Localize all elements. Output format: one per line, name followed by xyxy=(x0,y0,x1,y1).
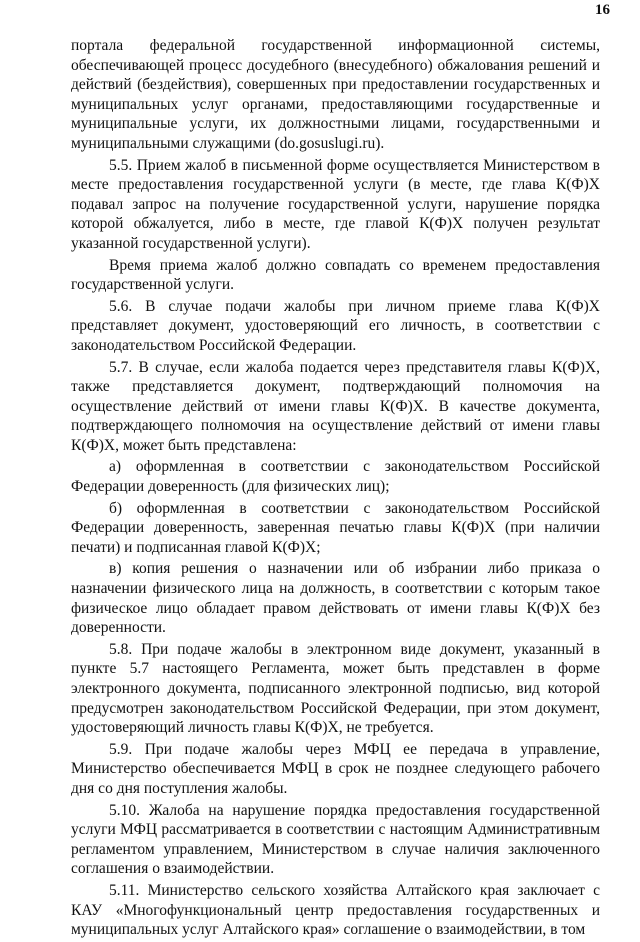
page-number: 16 xyxy=(595,2,610,18)
paragraph-5-10: 5.10. Жалоба на нарушение порядка предоставления государственной услуги МФЦ рассматривается в соответствии с настоящим Административным регламентом управлением, Министерством в случае наличия заключенного соглашения о взаимодействии. xyxy=(71,801,600,878)
document-body xyxy=(71,36,600,942)
paragraph-portal-continuation: портала федеральной государственной информационной системы, обеспечивающей процесс досудебного (внесудебного) обжалования решений и действий (бездействия), совершенных при предоставлении государственных и муниципальных услуг органами, предоставляющими государственные и муниципальные услуги, их должностными лицами, государственными и муниципальными служащими (do.gosuslugi.ru). xyxy=(71,37,600,152)
paragraph-5-5: 5.5. Прием жалоб в письменной форме осуществляется Министерством в месте предоставления государственной услуги (в месте, где глава К(Ф)Х подавал запрос на получение государственной услуги, нарушение порядка которой обжалуется, либо в месте, где главой К(Ф)Х получен результат указанной государственной услуги). xyxy=(71,156,600,252)
paragraph-5-8: 5.8. При подаче жалобы в электронном виде документ, указанный в пункте 5.7 настоящего Регламента, может быть представлен в форме электронного документа, подписанного электронной подписью, вид которой предусмотрен законодательством Российской Федерации, при этом документ, удостоверяющий личность главы К(Ф)Х, не требуется. xyxy=(71,640,600,737)
paragraph-5-6: 5.6. В случае подачи жалобы при личном приеме глава К(Ф)Х представляет документ, удостоверяющий его личность, в соответствии с законодательством Российской Федерации. xyxy=(71,297,600,354)
paragraph-5-7-b: б) оформленная в соответствии с законодательством Российской Федерации доверенность, заверенная печатью главы К(Ф)Х (при наличии печати) и подписанная главой К(Ф)Х; xyxy=(71,499,600,556)
paragraph-5-9: 5.9. При подаче жалобы через МФЦ ее передача в управление, Министерство обеспечивается МФЦ в срок не позднее следующего рабочего дня со дня поступления жалобы. xyxy=(71,740,600,797)
paragraph-5-7: 5.7. В случае, если жалоба подается через представителя главы К(Ф)Х, также представляется документ, подтверждающий полномочия на осуществление действий от имени главы К(Ф)Х. В качестве документа, подтверждающего полномочия на осуществление действий от имени главы К(Ф)Х, может быть представлена: xyxy=(71,358,600,454)
paragraph-5-7-a: а) оформленная в соответствии с законодательством Российской Федерации доверенность (для физических лиц); xyxy=(71,458,600,496)
paragraph-reception-time: Время приема жалоб должно совпадать со временем предоставления государственной услуги. xyxy=(71,256,600,294)
paragraph-5-11: 5.11. Министерство сельского хозяйства Алтайского края заключает с КАУ «Многофункциональный центр предоставления государственных и муниципальных услуг Алтайского края» соглашение о взаимодействии, в том xyxy=(71,881,600,939)
paragraph-5-7-c: в) копия решения о назначении или об избрании либо приказа о назначении физического лица на должность, в соответствии с которым такое физическое лицо обладает правом действовать от имени главы К(Ф)Х без доверенности. xyxy=(71,560,600,637)
